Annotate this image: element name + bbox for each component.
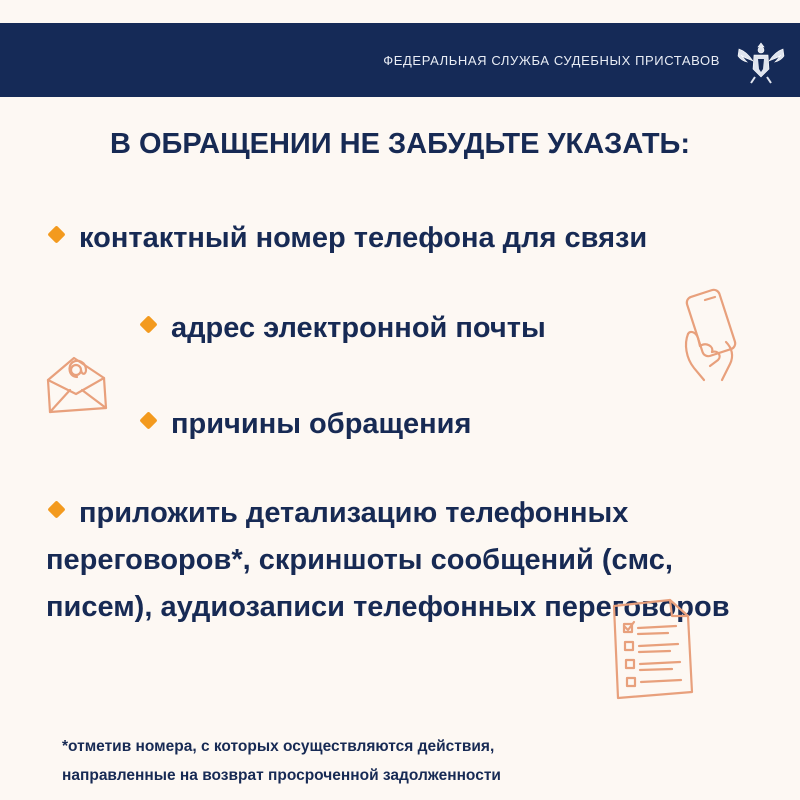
checklist-document-icon — [608, 596, 698, 702]
page-title: В ОБРАЩЕНИИ НЕ ЗАБУДЬТЕ УКАЗАТЬ: — [109, 128, 691, 160]
footnote-line: направленные на возврат просроченной задолженности — [62, 767, 501, 784]
footnote-line: *отметив номера, с которых осуществляются действия, — [62, 738, 495, 755]
orange-diamond-icon — [47, 500, 65, 518]
orange-diamond-icon — [139, 315, 157, 333]
hand-phone-icon — [676, 286, 752, 386]
list-item-text: контактный номер телефона для связи — [79, 222, 648, 254]
list-item-text: адрес электронной почты — [171, 312, 546, 344]
email-envelope-icon — [42, 350, 112, 416]
list-item — [46, 222, 647, 255]
list-item-text: причины обращения — [171, 408, 472, 440]
list-item — [138, 312, 546, 345]
fssp-emblem-icon — [735, 35, 787, 87]
orange-diamond-icon — [47, 225, 65, 243]
list-item-text: приложить детализацию телефонных переговоров*, скриншоты сообщений (смс, писем), аудиозаписи телефонных переговоров — [46, 497, 730, 623]
orange-diamond-icon — [139, 411, 157, 429]
org-name: ФЕДЕРАЛЬНАЯ СЛУЖБА СУДЕБНЫХ ПРИСТАВОВ — [383, 53, 720, 68]
header-bar — [0, 23, 800, 97]
list-item — [138, 408, 471, 441]
footnote — [62, 732, 501, 790]
